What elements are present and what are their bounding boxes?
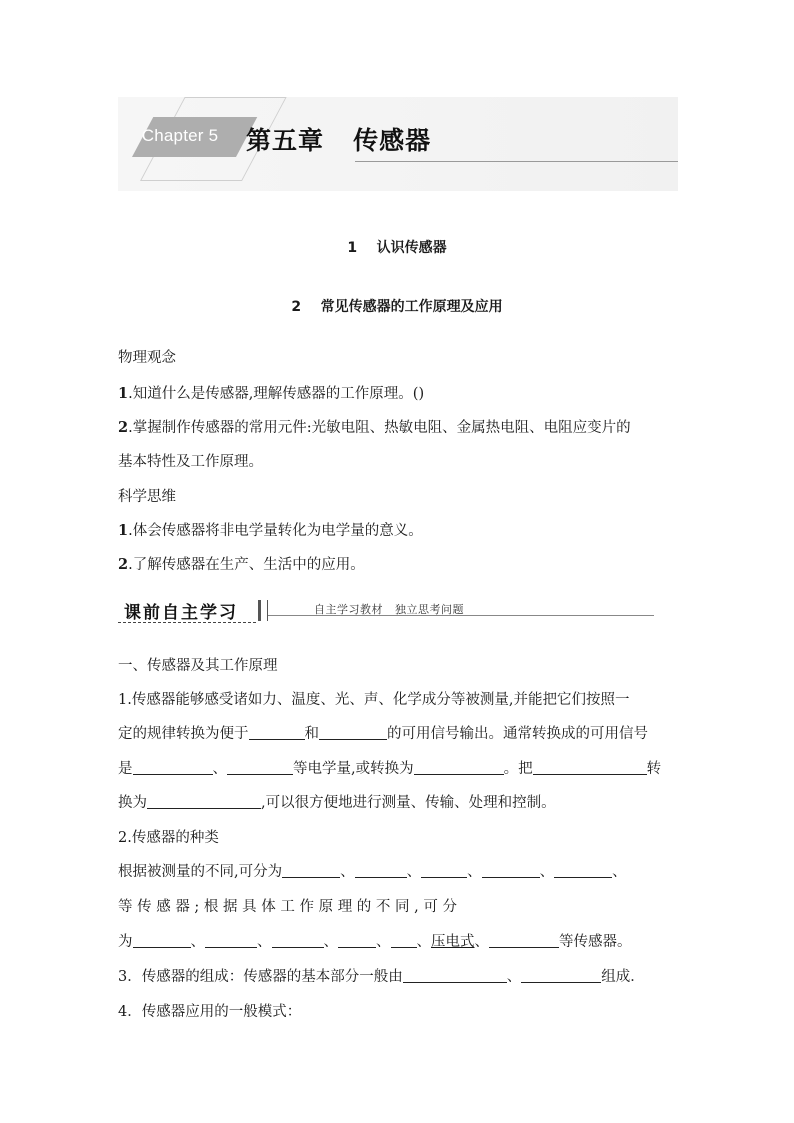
text: 、 [257,934,272,950]
goal-number: 2 [118,556,129,573]
fill-blank[interactable] [205,933,257,948]
fill-blank[interactable] [147,794,261,809]
fill-blank[interactable] [227,760,293,775]
question-2-heading: 2.传感器的种类 [118,830,219,846]
fill-blank[interactable] [338,933,376,948]
goal-science-2 [118,553,365,574]
fill-blank[interactable] [133,933,191,948]
fill-blank[interactable] [282,863,340,878]
fill-blank[interactable] [391,933,417,948]
text: 为 [118,934,133,950]
question-1-line-c [118,757,661,778]
text: 是 [118,761,133,777]
text: 、 [212,761,227,777]
fill-blank[interactable] [272,933,324,948]
goal-number: 1 [118,385,129,402]
chapter-title: 第五章 传感器 [246,126,432,155]
text: 、 [340,864,355,880]
text: 3．传感器的组成：传感器的基本部分一般由 [118,969,403,985]
question-1-line-a: 1.传感器能够感受诸如力、温度、光、声、化学成分等被测量,并能把它们按照一 [118,692,630,708]
text: 转 [646,761,662,777]
section-title-2: 2 常见传感器的工作原理及应用 [291,299,503,315]
fill-blank[interactable] [482,863,540,878]
text: 组成． [601,969,645,985]
text: 、 [416,934,431,950]
chapter-label: Chapter 5 [141,126,219,145]
piezo-answer: 压电式 [431,934,475,950]
text: ,可以很方便地进行测量、传输、处理和控制。 [261,795,556,811]
text: 等电学量,或转换为 [293,761,414,777]
goal-number: 2 [118,419,129,436]
fill-blank[interactable] [319,725,387,740]
fill-blank[interactable] [421,863,467,878]
text: 。把 [503,761,533,777]
chapter-banner [118,97,678,191]
fill-blank[interactable] [533,760,647,775]
goal-physics-2-cont: 基本特性及工作原理。 [118,454,263,470]
text: 、 [323,934,338,950]
text: 和 [304,726,319,742]
question-1-line-b [118,722,648,743]
text: 、 [190,934,205,950]
goal-physics-1 [118,382,424,403]
question-2-line-a [118,860,627,881]
study-divider [258,600,268,621]
banner-rule [355,161,678,162]
goal-science-1 [118,519,423,540]
question-3 [118,965,645,986]
text: 定的规律转换为便于 [118,726,249,742]
text: 、 [376,934,391,950]
text: 等传感器。 [559,934,632,950]
text: 换为 [118,795,147,811]
fill-blank[interactable] [403,968,507,983]
science-heading: 科学思维 [118,489,176,505]
fill-blank[interactable] [133,760,213,775]
text: 、 [506,969,522,985]
goal-number: 1 [118,522,129,539]
text: 的可用信号输出。通常转换成的可用信号 [387,726,648,742]
fill-blank[interactable] [249,725,305,740]
study-title: 课前自主学习 [124,603,238,623]
goal-text: .体会传感器将非电学量转化为电学量的意义。 [128,523,423,539]
fill-blank[interactable] [489,933,559,948]
question-1-line-d [118,791,556,812]
goal-text: .掌握制作传感器的常用元件:光敏电阻、热敏电阻、金属热电阻、电阻应变片的 [128,420,631,436]
goal-text: .了解传感器在生产、生活中的应用。 [128,557,365,573]
physics-heading: 物理观念 [118,350,176,366]
heading-sensor-principle: 一、传感器及其工作原理 [118,658,278,674]
text: 根据被测量的不同,可分为 [118,864,283,880]
fill-blank[interactable] [355,863,407,878]
text: 、 [467,864,482,880]
fill-blank[interactable] [554,863,612,878]
study-dash-rule [118,622,256,623]
goal-text: .知道什么是传感器,理解传感器的工作原理。() [128,386,425,402]
question-2-line-b: 等 传 感 器 ; 根 据 具 体 工 作 原 理 的 不 同 , 可 分 [118,899,457,915]
chapter-badge [118,117,236,157]
fill-blank[interactable] [414,760,504,775]
study-section-header [118,598,654,624]
text: 、 [539,864,555,880]
section-title-1: 1 认识传感器 [347,240,447,256]
text: 、 [474,934,489,950]
question-4: 4．传感器应用的一般模式： [118,1004,302,1020]
fill-blank[interactable] [521,968,601,983]
study-subtitle: 自主学习教材 独立思考问题 [314,603,464,616]
question-2-line-c [118,930,632,951]
text: 、 [406,864,422,880]
text: 、 [612,864,627,880]
goal-physics-2 [118,416,631,437]
